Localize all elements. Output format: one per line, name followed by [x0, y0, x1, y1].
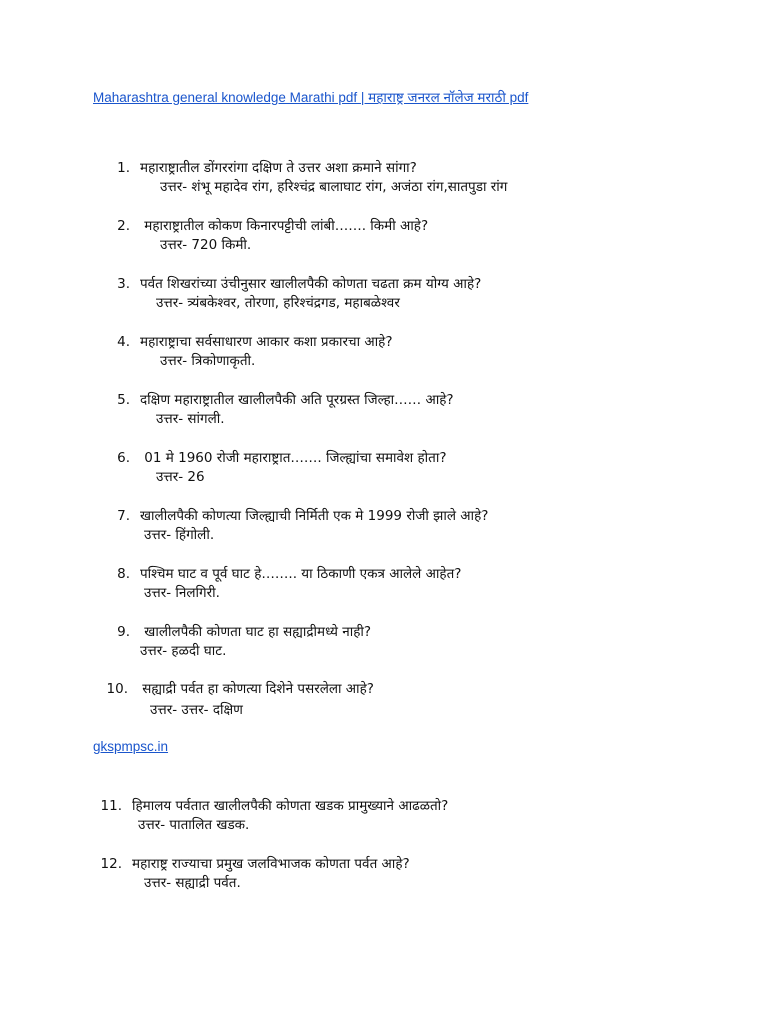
question-item-4 [108, 333, 393, 371]
answer-text: उत्तर- शंभू महादेव रांग, हरिश्चंद्र बालाघाट रांग, अजंठा रांग,सातपुडा रांग [160, 179, 508, 195]
question-number: 2. [117, 218, 130, 234]
question-item-7 [108, 507, 488, 545]
question-number: 9. [117, 624, 130, 640]
question-5-text-row [108, 391, 454, 410]
question-text: महाराष्ट्रातील कोकण किनारपट्टीची लांबी……. किमी आहे? [140, 218, 429, 234]
question-6-text-row [108, 449, 447, 468]
question-item-5 [108, 391, 454, 429]
question-item-6 [108, 449, 447, 487]
question-number: 3. [117, 276, 130, 292]
question-number: 1. [117, 160, 130, 176]
question-4-text-row [108, 333, 393, 352]
question-number: 6. [117, 450, 130, 466]
question-text: दक्षिण महाराष्ट्रातील खालीलपैकी अति पूरग्रस्त जिल्हा…… आहे? [140, 392, 454, 408]
question-11-text-row [100, 797, 448, 816]
question-2-text-row [108, 217, 428, 236]
question-3-text-row [108, 275, 481, 294]
answer-text: उत्तर- त्र्यंबकेश्वर, तोरणा, हरिश्चंद्रगड, महाबळेश्वर [156, 295, 400, 311]
question-item-2 [108, 217, 428, 255]
question-item-11 [100, 797, 448, 835]
question-text: पश्चिम घाट व पूर्व घाट हे…….. या ठिकाणी एकत्र आलेले आहेत? [140, 566, 462, 582]
answer-text: उत्तर- हळदी घाट. [140, 643, 227, 659]
question-12-text-row [100, 855, 410, 874]
question-number: 8. [117, 566, 130, 582]
question-text: खालीलपैकी कोणता घाट हा सह्याद्रीमध्ये नाही? [140, 624, 372, 640]
question-text: सह्याद्री पर्वत हा कोणत्या दिशेने पसरलेला आहे? [138, 681, 374, 697]
question-10-text-row [106, 680, 374, 699]
question-number: 7. [117, 508, 130, 524]
question-text: हिमालय पर्वतात खालीलपैकी कोणता खडक प्रामुख्याने आढळतो? [132, 798, 449, 814]
question-number: 12. [100, 856, 122, 872]
question-text: महाराष्ट्र राज्याचा प्रमुख जलविभाजक कोणता पर्वत आहे? [132, 856, 410, 872]
question-text: महाराष्ट्रातील डोंगररांगा दक्षिण ते उत्तर अशा क्रमाने सांगा? [140, 160, 417, 176]
answer-text: उत्तर- निलगिरी. [144, 585, 220, 601]
question-item-12 [100, 855, 410, 893]
answer-text: उत्तर- उत्तर- दक्षिण [150, 702, 243, 718]
question-item-1 [108, 159, 508, 197]
question-number: 11. [100, 798, 122, 814]
question-1-text-row [108, 159, 455, 178]
answer-text: उत्तर- 26 [156, 469, 205, 485]
question-item-9 [108, 623, 371, 661]
answer-text: उत्तर- हिंगोली. [144, 527, 215, 543]
question-number: 10. [106, 681, 128, 697]
question-text: महाराष्ट्राचा सर्वसाधारण आकार कशा प्रकारचा आहे? [140, 334, 393, 350]
answer-text: उत्तर- सह्याद्री पर्वत. [144, 875, 241, 891]
question-number: 5. [117, 392, 130, 408]
answer-text: उत्तर- 720 किमी. [160, 237, 252, 253]
question-item-8 [108, 565, 461, 603]
title-link[interactable]: Maharashtra general knowledge Marathi pdf | महाराष्ट्र जनरल नॉलेज मराठी pdf [93, 90, 529, 105]
site-link[interactable]: gkspmpsc.in [93, 739, 169, 754]
question-item-10 [106, 680, 374, 718]
question-9-text-row [108, 623, 371, 642]
question-7-text-row [108, 507, 488, 526]
answer-text: उत्तर- सांगली. [156, 411, 225, 427]
question-text: 01 मे 1960 रोजी महाराष्ट्रात……. जिल्ह्यांचा समावेश होता? [140, 450, 447, 466]
question-8-text-row [108, 565, 461, 584]
answer-text: उत्तर- पातालित खडक. [138, 817, 250, 833]
question-text: खालीलपैकी कोणत्या जिल्ह्याची निर्मिती एक मे 1999 रोजी झाले आहे? [140, 508, 489, 524]
question-item-3 [108, 275, 481, 313]
question-text: पर्वत शिखरांच्या उंचीनुसार खालीलपैकी कोणता चढता क्रम योग्य आहे? [140, 276, 482, 292]
answer-text: उत्तर- त्रिकोणाकृती. [160, 353, 256, 369]
question-number: 4. [117, 334, 130, 350]
